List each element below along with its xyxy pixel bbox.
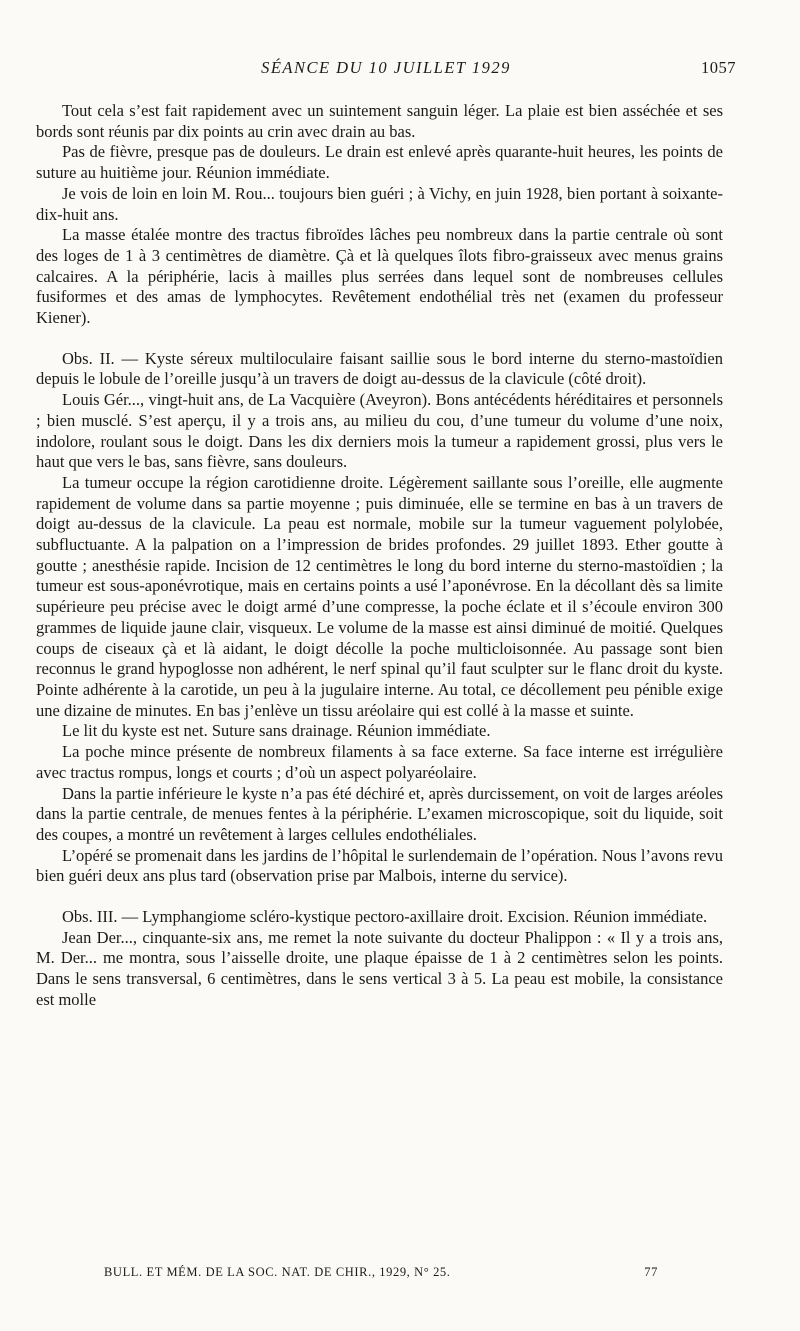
paragraph: Tout cela s’est fait rapidement avec un suintement sanguin léger. La plaie est bien asséchée et ses bords sont réunis par dix points au crin avec drain au bas. xyxy=(36,101,723,141)
paragraph: Je vois de loin en loin M. Rou... toujours bien guéri ; à Vichy, en juin 1928, bien portant à soixante-dix-huit ans. xyxy=(36,183,723,224)
paragraph: L’opéré se promenait dans les jardins de l’hôpital le surlendemain de l’opération. Nous l’avons revu bien guéri deux ans plus tard (observation prise par Malbois, interne du service). xyxy=(36,845,723,886)
paragraph: La poche mince présente de nombreux filaments à sa face externe. Sa face interne est irrégulière avec tractus rompus, longs et courts ; d’où un aspect polyaréolaire. xyxy=(36,742,723,782)
running-title: SÉANCE DU 10 JUILLET 1929 xyxy=(261,58,511,77)
observation-heading: Obs. III. — Lymphangiome scléro-kystique pectoro-axillaire droit. Excision. Réunion immédiate. xyxy=(62,907,708,927)
paragraph: Pas de fièvre, presque pas de douleurs. Le drain est enlevé après quarante-huit heures, les points de suture au huitième jour. Réunion immédiate. xyxy=(36,142,723,183)
paragraph: Jean Der..., cinquante-six ans, me remet la note suivante du docteur Phalippon : « Il y a trois ans, M. Der... me montra, sous l’aisselle droite, une plaque épaisse de 1 à 2 centimètres selon les points. Dans le sens transversal, 6 centimètres, dans le sens vertical 3 à 5. La peau est mobile, la consistance est molle xyxy=(36,927,723,1009)
paragraph: La masse étalée montre des tractus fibroïdes lâches peu nombreux dans la partie centrale où sont des loges de 1 à 3 centimètres de diamètre. Çà et là quelques îlots fibro-graisseux avec menus grains calcaires. A la périphérie, lacis à mailles plus serrées dans lequel sont de nombreuses cellules fusiformes et des amas de lymphocytes. Revêtement endothélial très net (examen du professeur Kiener). xyxy=(36,225,723,328)
page-footer xyxy=(104,1265,658,1285)
paragraph: La tumeur occupe la région carotidienne droite. Légèrement saillante sous l’oreille, elle augmente rapidement de volume dans sa partie moyenne ; puis diminuée, elle se termine en bas à un travers de doigt au-dessus de la clavicule. La peau est normale, mobile sur la tumeur vaguement polylobée, subfluctuante. A la palpation on a l’impression de brides profondes. 29 juillet 1893. Ether goutte à goutte ; anesthésie rapide. Incision de 12 centimètres le long du bord interne du sterno-mastoïdien ; la tumeur est sous-aponévrotique, mais en certains points a usé l’aponévrose. En la décollant dès sa limite supérieure peu précise avec le doigt armé d’une compresse, la poche éclate et il s’écoule environ 300 grammes de liquide jaune clair, visqueux. Le volume de la masse est ainsi diminué de moitié. Quelques coups de ciseaux çà et là aidant, le doigt décolle la poche multicloisonnée. Au passage sont bien reconnus le grand hypoglosse non adhérent, le nerf spinal qu’il faut sculpter sur le flanc droit du kyste. Pointe adhérente à la carotide, un peu à la jugulaire interne. Au total, ce décollement peu pénible exige une dizaine de minutes. En bas j’enlève un tissu aréolaire qui est collé à la masse et suinte. xyxy=(36,472,723,720)
signature-mark: 77 xyxy=(644,1265,658,1279)
page-number: 1057 xyxy=(701,58,736,77)
journal-citation: BULL. ET MÉM. DE LA SOC. NAT. DE CHIR., 1929, N° 25. xyxy=(104,1265,451,1279)
running-header xyxy=(36,58,736,82)
paragraph: Le lit du kyste est net. Suture sans drainage. Réunion immédiate. xyxy=(62,721,491,741)
observation-heading: Obs. II. — Kyste séreux multiloculaire faisant saillie sous le bord interne du sterno-mastoïdien depuis le lobule de l’oreille jusqu’à un travers de doigt au-dessus de la clavicule (côté droit). xyxy=(36,348,723,389)
paragraph: Louis Gér..., vingt-huit ans, de La Vacquière (Aveyron). Bons antécédents héréditaires et personnels ; bien musclé. S’est aperçu, il y a trois ans, au milieu du cou, d’une tumeur du volume d’une noix, indolore, roulant sous le doigt. Dans les dix derniers mois la tumeur a rapidement grossi, plus vers le haut que vers le bas, sans fièvre, sans douleurs. xyxy=(36,390,723,472)
body-text xyxy=(36,101,723,1011)
paragraph: Dans la partie inférieure le kyste n’a pas été déchiré et, après durcissement, on voit de larges aréoles dans la partie centrale, de menues fentes à la périphérie. L’examen microscopique, soit du liquide, soit des coupes, a montré un revêtement à larges cellules endothéliales. xyxy=(36,783,723,844)
